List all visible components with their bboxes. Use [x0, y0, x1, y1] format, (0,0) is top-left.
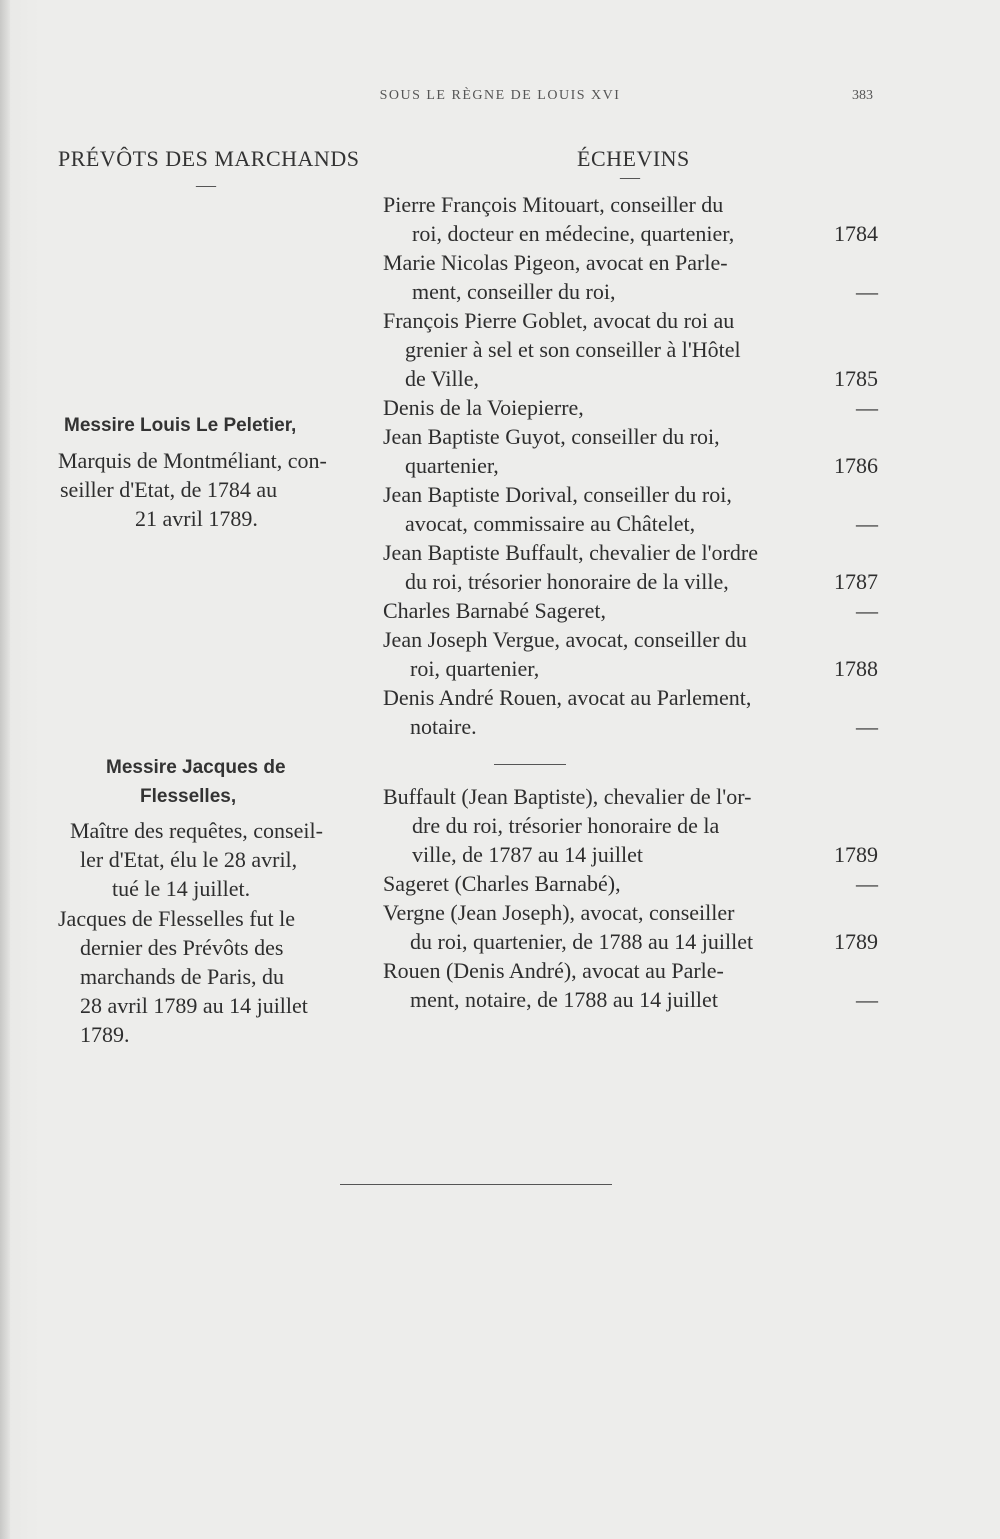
echevin-line: Sageret (Charles Barnabé), — [383, 871, 621, 896]
echevin-line: Buffault (Jean Baptiste), chevalier de l'or- — [383, 784, 752, 809]
echevin-line: François Pierre Goblet, avocat du roi au — [383, 308, 735, 333]
note-line: marchands de Paris, du — [80, 964, 285, 989]
left-column-heading: PRÉVÔTS DES MARCHANDS — [58, 146, 360, 171]
echevin-line: du roi, trésorier honoraire de la ville, — [405, 569, 729, 594]
year-mark: 1789 — [834, 842, 878, 867]
echevin-line: Charles Barnabé Sageret, — [383, 598, 606, 623]
echevin-line: ville, de 1787 au 14 juillet — [412, 842, 643, 867]
echevin-line: Jean Baptiste Guyot, conseiller du roi, — [383, 424, 720, 449]
echevin-line: avocat, commissaire au Châtelet, — [405, 511, 696, 536]
separator-rule — [494, 764, 566, 765]
year-mark: — — [856, 714, 878, 739]
footer-rule — [340, 1184, 612, 1185]
year-mark: 1785 — [834, 366, 878, 391]
echevin-line: Jean Baptiste Buffault, chevalier de l'ordre — [383, 540, 758, 565]
year-mark: — — [856, 871, 878, 896]
year-mark: — — [856, 279, 878, 304]
right-column-dash: — — [620, 166, 640, 188]
echevin-line: quartenier, — [405, 453, 499, 478]
right-column-heading: ÉCHEVINS — [577, 146, 690, 171]
note-line: Jacques de Flesselles fut le — [58, 906, 296, 931]
echevin-line: notaire. — [410, 714, 477, 739]
echevin-line: Jean Joseph Vergue, avocat, conseiller du — [383, 627, 747, 652]
echevin-line: de Ville, — [405, 366, 480, 391]
year-mark: — — [856, 395, 878, 420]
echevin-line: Vergne (Jean Joseph), avocat, conseiller — [383, 900, 735, 925]
page-number: 383 — [852, 88, 873, 103]
year-mark: 1789 — [834, 929, 878, 954]
echevin-line: Denis André Rouen, avocat au Parlement, — [383, 685, 752, 710]
entry-line: Marquis de Montméliant, con- — [58, 448, 327, 473]
year-mark: 1787 — [834, 569, 878, 594]
echevin-line: du roi, quartenier, de 1788 au 14 juillet — [410, 929, 754, 954]
entry-line: ler d'Etat, élu le 28 avril, — [80, 847, 298, 872]
page-binding-shadow — [0, 0, 10, 1539]
echevin-line: Marie Nicolas Pigeon, avocat en Parle- — [383, 250, 728, 275]
year-mark: 1784 — [834, 221, 878, 246]
echevin-line: ment, notaire, de 1788 au 14 juillet — [410, 987, 718, 1012]
entry-name-flesselles-cont: Flesselles, — [140, 786, 237, 807]
echevin-line: ment, conseiller du roi, — [412, 279, 616, 304]
note-line: 28 avril 1789 au 14 juillet — [80, 993, 308, 1018]
echevin-line: Denis de la Voiepierre, — [383, 395, 584, 420]
echevin-line: Jean Baptiste Dorival, conseiller du roi, — [383, 482, 732, 507]
year-mark: 1786 — [834, 453, 878, 478]
left-column-dash: — — [196, 174, 216, 196]
echevin-line: roi, quartenier, — [410, 656, 540, 681]
entry-name-le-peletier: Messire Louis Le Peletier, — [64, 415, 297, 436]
echevin-line: grenier à sel et son conseiller à l'Hôtel — [405, 337, 741, 362]
note-line: dernier des Prévôts des — [80, 935, 284, 960]
year-mark: — — [856, 987, 878, 1012]
note-line: 1789. — [80, 1022, 130, 1047]
echevin-line: roi, docteur en médecine, quartenier, — [412, 221, 735, 246]
echevin-line: dre du roi, trésorier honoraire de la — [412, 813, 720, 838]
year-mark: 1788 — [834, 656, 878, 681]
entry-name-flesselles: Messire Jacques de — [106, 757, 286, 778]
year-mark: — — [856, 598, 878, 623]
year-mark: — — [856, 511, 878, 536]
echevin-line: Pierre François Mitouart, conseiller du — [383, 192, 724, 217]
entry-line: seiller d'Etat, de 1784 au — [60, 477, 278, 502]
running-head: SOUS LE RÈGNE DE LOUIS XVI — [379, 88, 621, 103]
entry-line: Maître des requêtes, conseil- — [70, 818, 323, 843]
echevin-line: Rouen (Denis André), avocat au Parle- — [383, 958, 724, 983]
entry-line: 21 avril 1789. — [135, 506, 258, 531]
entry-line: tué le 14 juillet. — [112, 876, 251, 901]
